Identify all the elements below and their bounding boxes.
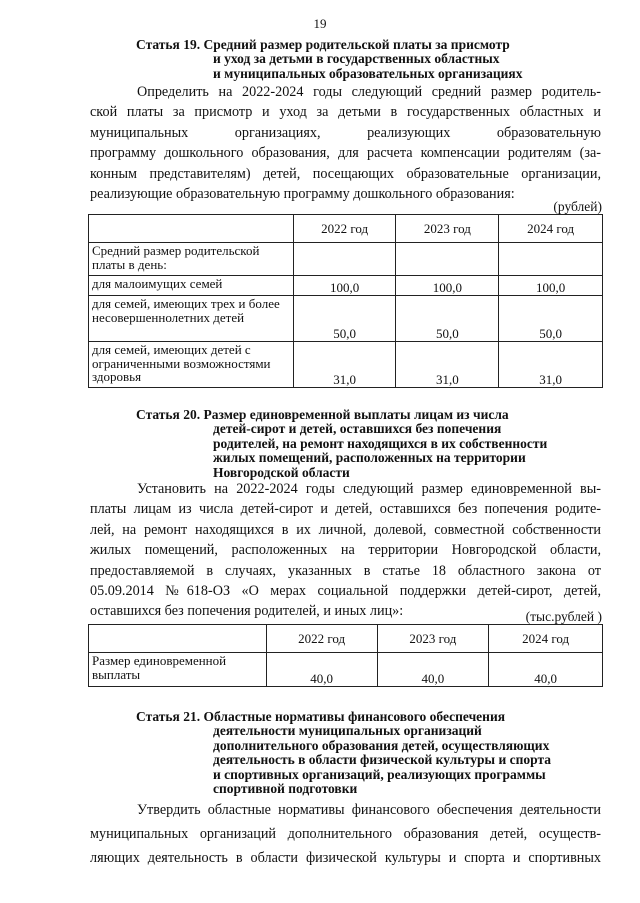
heading-line: детей-сирот и детей, оставшихся без попечения bbox=[213, 421, 502, 437]
heading-line: дополнительного образования детей, осуществляющих bbox=[213, 737, 550, 753]
heading-line: и муниципальных образовательных организациях bbox=[213, 65, 523, 81]
paragraph-line: муниципальных организаций дополнительного образования детей, осуществ- bbox=[90, 826, 601, 842]
header-cell: 2023 год bbox=[396, 215, 499, 243]
paragraph-line: Определить на 2022-2024 годы следующий средний размер родитель- bbox=[137, 84, 601, 100]
table-header-row bbox=[89, 625, 603, 653]
article-20-paragraph bbox=[90, 479, 601, 622]
header-cell: 2024 год bbox=[489, 625, 603, 653]
value-cell bbox=[396, 243, 499, 276]
heading-line: и уход за детьми в государственных областных bbox=[213, 51, 500, 67]
value-cell: 50,0 bbox=[499, 296, 603, 342]
paragraph-line: ляющих деятельность в области физической культуры и спорта и спортивных bbox=[90, 850, 601, 866]
heading-line: Статья 21. Областные нормативы финансового обеспечения bbox=[136, 709, 506, 724]
paragraph-line: программу дошкольного образования, для расчета компенсации родителям (за- bbox=[90, 145, 601, 162]
row-label: Средний размер родительской платы в день: bbox=[89, 243, 294, 276]
value-cell: 40,0 bbox=[489, 653, 603, 687]
table-row bbox=[89, 653, 603, 687]
paragraph-line: платы лицам из числа детей-сирот и детей, оставшихся без попечения родите- bbox=[90, 501, 601, 518]
header-cell: 2022 год bbox=[266, 625, 377, 653]
paragraph-line: муниципальных организациях, реализующих образовательную bbox=[90, 124, 601, 141]
article-19-paragraph bbox=[90, 82, 601, 204]
value-cell bbox=[293, 243, 396, 276]
paragraph-line: Утвердить областные нормативы финансового обеспечения деятельности bbox=[137, 802, 601, 818]
row-label: для малоимущих семей bbox=[89, 276, 294, 296]
table-row bbox=[89, 243, 603, 276]
value-cell: 31,0 bbox=[396, 342, 499, 388]
page-number: 19 bbox=[313, 16, 327, 31]
heading-line: Новгородской области bbox=[213, 464, 350, 480]
table-unit-label: (тыс.рублей ) bbox=[525, 609, 602, 624]
value-cell: 31,0 bbox=[499, 342, 603, 388]
parent-fee-table bbox=[88, 214, 603, 388]
value-cell: 40,0 bbox=[377, 653, 489, 687]
value-cell: 100,0 bbox=[499, 276, 603, 296]
value-cell: 100,0 bbox=[293, 276, 396, 296]
heading-line: и спортивных организаций, реализующих программы bbox=[213, 766, 546, 782]
value-cell: 40,0 bbox=[266, 653, 377, 687]
value-cell: 31,0 bbox=[293, 342, 396, 388]
row-label: Размер единовременной выплаты bbox=[89, 653, 267, 687]
paragraph-line: 05.09.2014 №618-ОЗ «О мерах социальной поддержки детей-сирот, детей, bbox=[90, 583, 601, 600]
heading-line: Статья 19. Средний размер родительской платы за присмотр bbox=[136, 37, 510, 52]
heading-line: Статья 20. Размер единовременной выплаты лицам из числа bbox=[136, 407, 509, 422]
value-cell bbox=[499, 243, 603, 276]
value-cell: 50,0 bbox=[396, 296, 499, 342]
value-cell: 100,0 bbox=[396, 276, 499, 296]
header-cell: 2023 год bbox=[377, 625, 489, 653]
paragraph-line: реализующие образовательную программу дошкольного образования: bbox=[90, 186, 515, 203]
table-row bbox=[89, 276, 603, 296]
row-label: для семей, имеющих трех и более несовершеннолетних детей bbox=[89, 296, 294, 342]
paragraph-line: конным представителям) детей, посещающих образовательные организации, bbox=[90, 165, 601, 182]
article-19-heading bbox=[136, 38, 523, 81]
table-row bbox=[89, 296, 603, 342]
paragraph-line: ской платы за присмотр и уход за детьми в государственных областных и bbox=[90, 104, 601, 121]
value-cell: 50,0 bbox=[293, 296, 396, 342]
heading-line: спортивной подготовки bbox=[213, 781, 358, 797]
paragraph-line: Установить на 2022-2024 годы следующий размер единовременной вы- bbox=[137, 481, 601, 497]
heading-line: жилых помещений, расположенных на территории bbox=[213, 450, 526, 466]
paragraph-line: предоставляемой в случаях, указанных в статье 18 областного закона от bbox=[90, 562, 601, 579]
table-header-row bbox=[89, 215, 603, 243]
paragraph-line: жилых помещений, расположенных на территории Новгородской области, bbox=[90, 542, 601, 559]
heading-line: деятельности муниципальных организаций bbox=[213, 723, 482, 739]
table-unit-label: (рублей) bbox=[553, 199, 602, 214]
heading-line: деятельность в области физической культуры и спорта bbox=[213, 752, 552, 768]
row-label: для семей, имеющих детей с ограниченными возможностями здоровья bbox=[89, 342, 294, 388]
paragraph-line: лей, на ремонт находящихся в их личной, долевой, совместной собственности bbox=[90, 521, 601, 538]
article-21-paragraph bbox=[90, 798, 601, 870]
table-row bbox=[89, 342, 603, 388]
heading-line: родителей, на ремонт находящихся в их собственности bbox=[213, 435, 548, 451]
header-cell: 2024 год bbox=[499, 215, 603, 243]
paragraph-line: оставшихся без попечения родителей, и иных лиц»: bbox=[90, 603, 404, 620]
article-21-heading bbox=[136, 710, 551, 796]
article-20-heading bbox=[136, 408, 547, 480]
header-cell bbox=[89, 215, 294, 243]
payment-table bbox=[88, 624, 603, 687]
header-cell: 2022 год bbox=[293, 215, 396, 243]
header-cell bbox=[89, 625, 267, 653]
